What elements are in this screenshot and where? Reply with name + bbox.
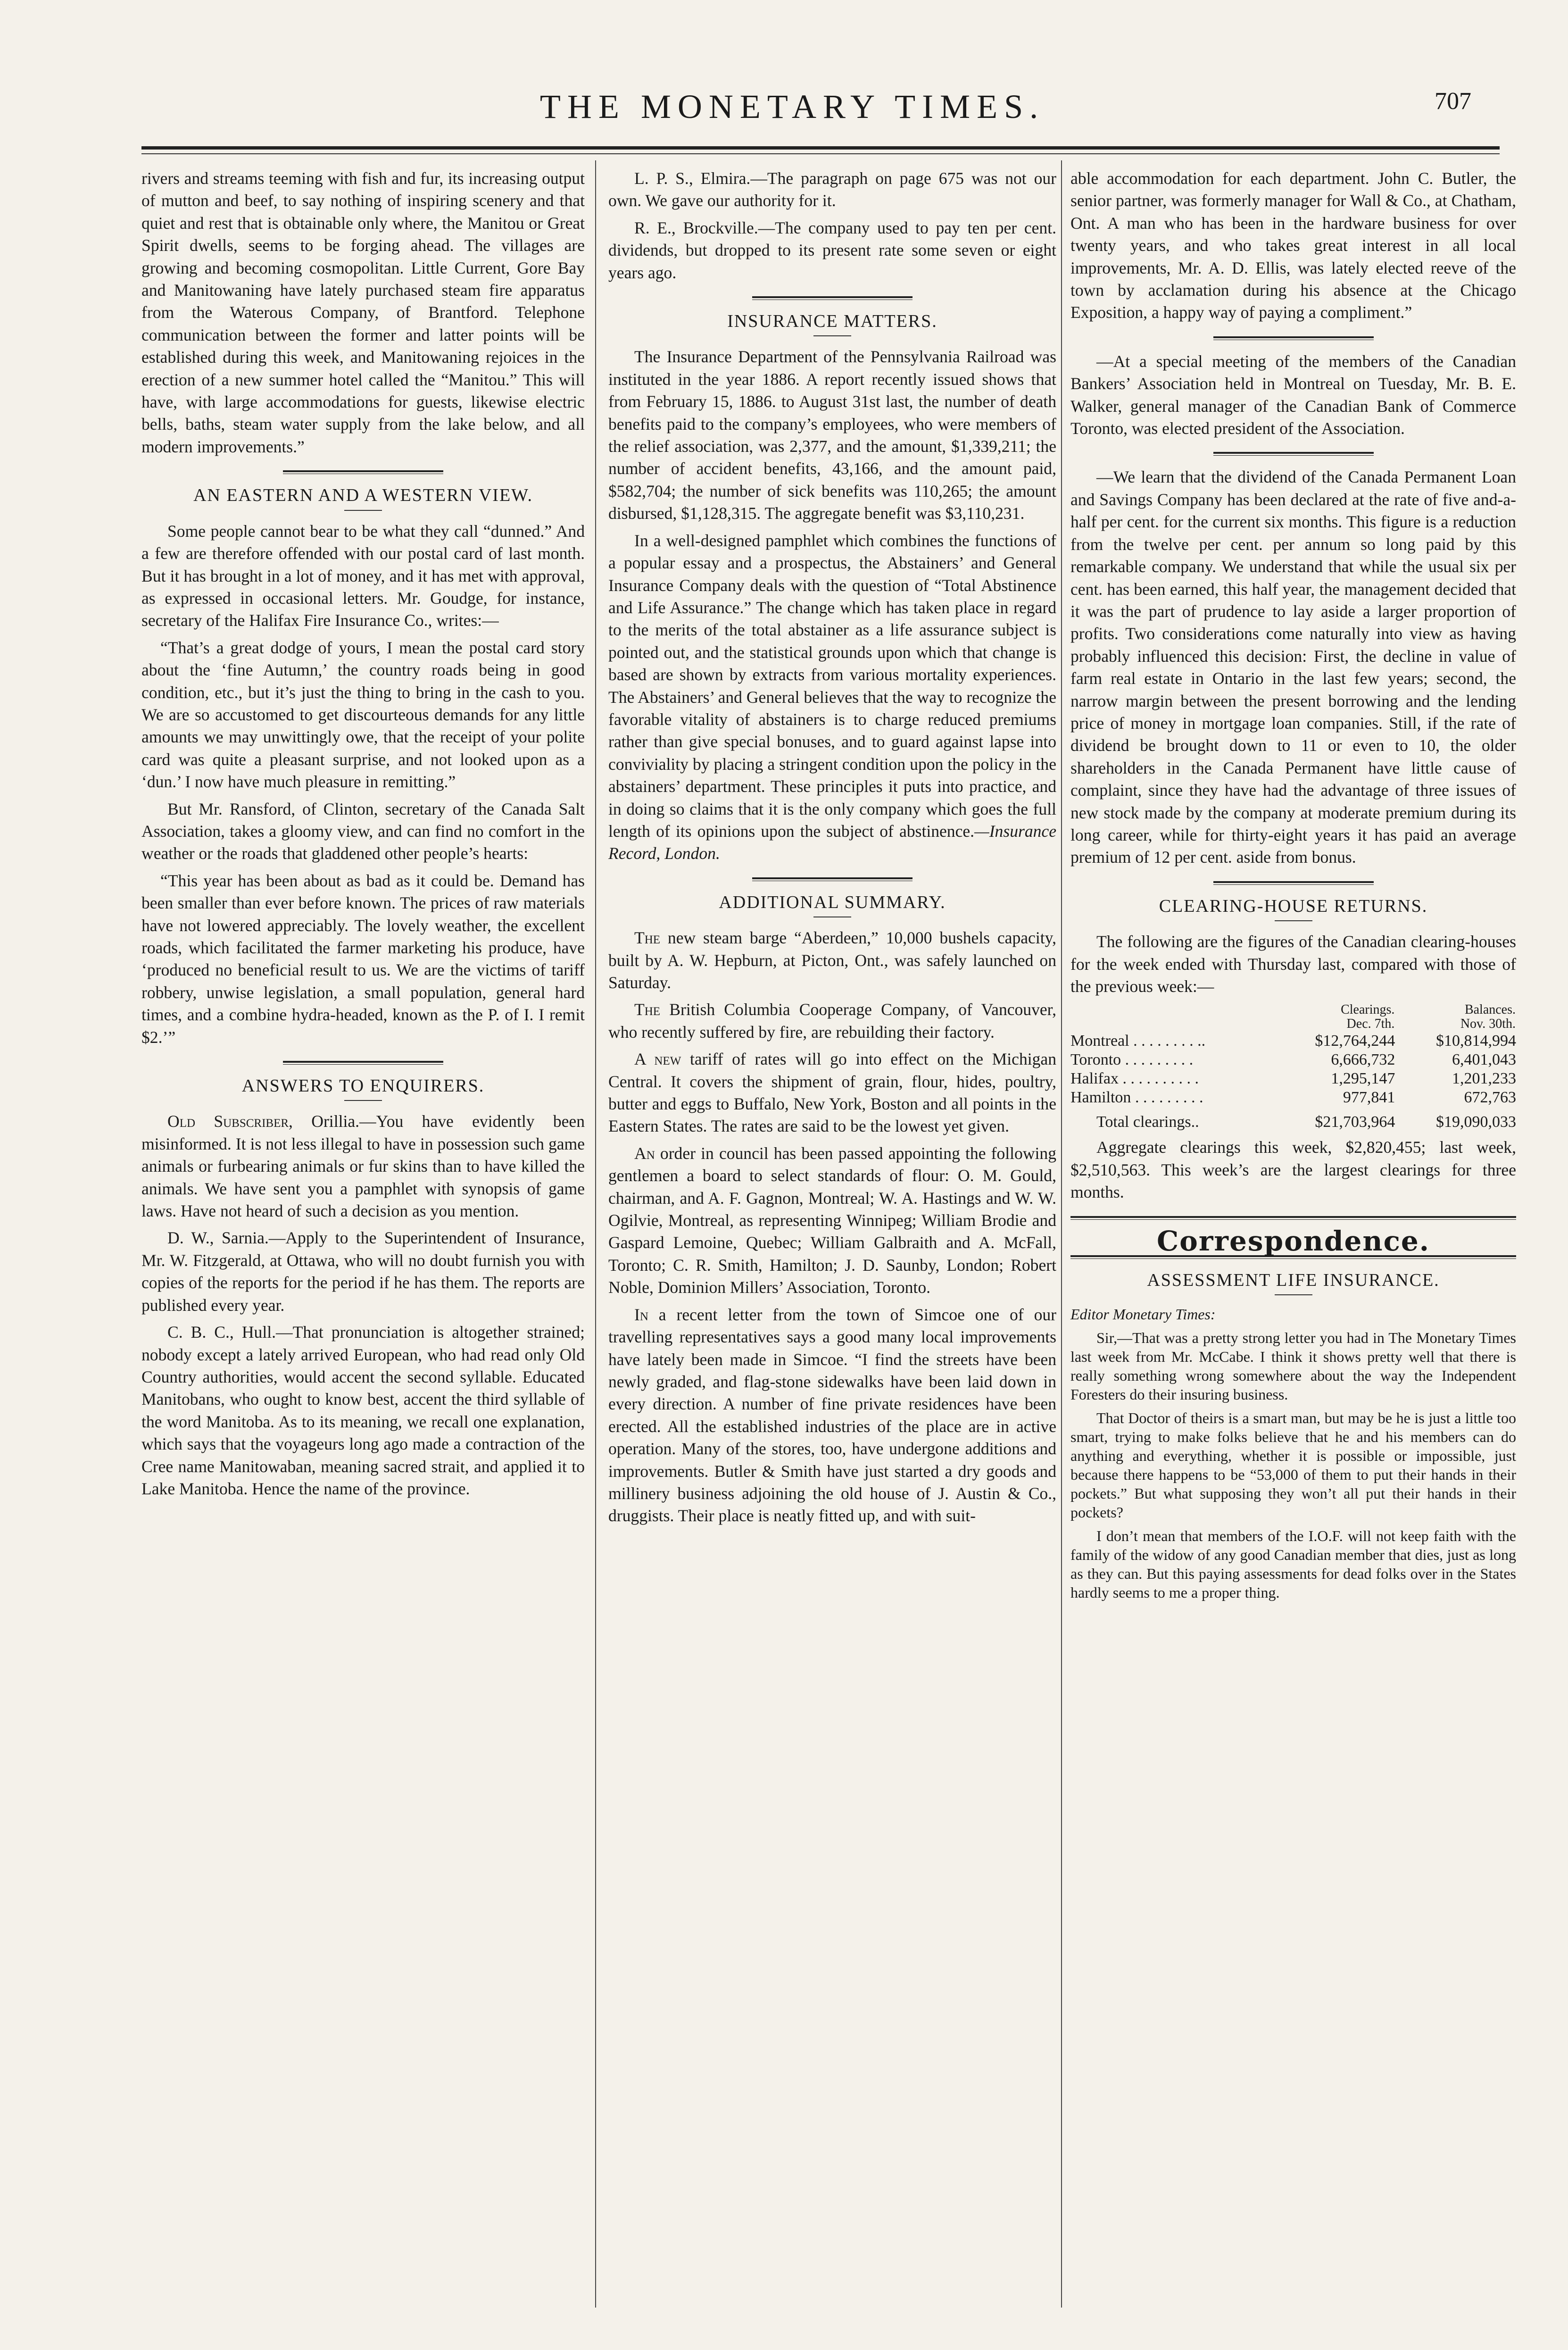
heading-rule — [1275, 920, 1312, 921]
clearing-table — [1070, 1002, 1516, 1132]
column-2 — [608, 167, 1056, 1532]
item-lead: The — [634, 1000, 661, 1019]
total-row — [1070, 1107, 1516, 1132]
balances-cell: $10,814,994 — [1436, 1032, 1516, 1050]
table-row — [1070, 1069, 1516, 1088]
item-text: tariff of rates will go into effect on the Michigan Central. It covers the shipment of grain, flour, hides, poultry, butter and eggs to Buffalo, New York, Boston and all points in the Eastern States. The rates are said to be the lowest yet given. — [608, 1050, 1057, 1136]
section-rule — [752, 877, 913, 881]
answer-lead: Old Subscriber, — [167, 1112, 293, 1131]
paragraph: Aggregate clearings this week, $2,820,455; last week, $2,510,563. This week’s are the largest clearings for three months. — [1070, 1138, 1516, 1202]
masthead — [141, 87, 1471, 139]
clearings-cell: 1,295,147 — [1331, 1070, 1395, 1088]
paragraph: Some people cannot bear to be what they call “dunned.” And a few are therefore offended with our postal card of last month. But it has brought in a lot of money, and it has met with approval, as expressed in occasional letters. Mr. Goudge, for instance, secretary of the Halifax Fire Insurance Co., writes:— — [141, 521, 585, 630]
paragraph — [608, 530, 1056, 865]
answer-paragraph: R. E., Brockville.—The company used to pay ten per cent. dividends, but dropped to its present rate some seven or eight years ago. — [608, 218, 1056, 282]
clearings-cell: 6,666,732 — [1331, 1051, 1395, 1069]
item-lead: In — [634, 1305, 648, 1324]
letter-paragraph: Sir,—That was a pretty strong letter you had in The Monetary Times last week from Mr. McCabe. I think it shows pretty well that there is really something wrong somewhere about the way the Independent Foresters do their insuring business. — [1070, 1329, 1516, 1403]
section-heading: AN EASTERN AND A WESTERN VIEW. — [193, 485, 533, 506]
clearings-cell: 977,841 — [1343, 1089, 1395, 1107]
paragraph: —We learn that the dividend of the Canada Permanent Loan and Savings Company has been declared at the rate of five and-a-half per cent. for the current six months. This figure is a reduction from the twelve per cent. per annum so long paid by this remarkable company. We understand that while the usual six per cent. has been earned, this half year, the management decided that it was the part of prudence to lay aside a larger proportion of profits. Two considerations come naturally into view as having probably influenced this decision: First, the decline in value of farm real estate in Ontario in the last few years; second, the narrow margin between the present borrowing and the lending price of money in mortgage loan companies. Still, if the rate of dividend be brought down to 11 or even to 10, the older shareholders in the Canada Permanent have little cause of complaint, since they have had the advantage of three issues of new stock made by the company at moderate premium during its long career, while for thirty-eight years it has paid an average premium of 12 per cent. aside from bonus. — [1070, 467, 1516, 867]
column-header: Clearings. Dec. 7th. — [1341, 1002, 1395, 1032]
quotation: “That’s a great dodge of yours, I mean the postal card story about the ‘fine Autumn,’ the country roads being in good condition, etc., but it’s just the thing to bring in the cash to you. We are so accustomed to get discourteous demands for any little amounts we may unwittingly owe, that the receipt of your polite card was quite a pleasant surprise, and not looked upon as a ‘dun.’ I now have much pleasure in remitting.” — [141, 638, 585, 792]
total-balances: $19,090,033 — [1436, 1113, 1516, 1131]
item-lead: The — [634, 928, 661, 948]
paragraph: But Mr. Ransford, of Clinton, secretary of the Canada Salt Association, takes a gloomy view, and can find no comfort in the weather or the roads that gladdened other people’s hearts: — [141, 799, 585, 863]
item-text: order in council has been passed appointing the following gentlemen a board to select standards of flour: O. M. Gould, chairman, and A. F. Gagnon, Montreal; W. A. Hastings and W. W. Ogilvie, Montreal, as representing Winnipeg; William Brodie and Gaspard Lemoine, Quebec; William Galbraith and A. McFall, Toronto; C. R. Smith, Hamilton; J. D. Saunby, London; Robert Noble, Dominion Millers’ Association, Toronto. — [608, 1143, 1056, 1297]
clearings-cell: $12,764,244 — [1315, 1032, 1395, 1050]
heading-rule — [344, 1100, 382, 1101]
heading-rule — [344, 510, 382, 511]
paragraph: able accommodation for each department. John C. Butler, the senior partner, was formerly manager for Wall & Co., at Chatham, Ont. A man who has been in the hardware business for over twenty years, and who takes great interest in all local improvements, Mr. A. D. Ellis, was lately elected reeve of the town by acclamation during his absence at the Chicago Exposition, a happy way of paying a compliment.” — [1070, 169, 1516, 322]
section-rule — [1213, 881, 1374, 885]
city-cell: Toronto . . . . . . . . . — [1070, 1051, 1194, 1069]
column-1 — [141, 167, 585, 1505]
balances-cell: 1,201,233 — [1452, 1070, 1516, 1088]
item-text: new steam barge “Aberdeen,” 10,000 bushels capacity, built by A. W. Hepburn, at Picton, Ont., was safely launched on Saturday. — [608, 928, 1056, 992]
summary-item — [608, 927, 1056, 994]
balances-cell: 672,763 — [1464, 1089, 1516, 1107]
paragraph: The following are the figures of the Canadian clearing-houses for the week ended with Thursday last, compared with those of the previous week:— — [1070, 932, 1516, 996]
page-number: 707 — [1435, 88, 1471, 115]
total-label: Total clearings.. — [1096, 1113, 1199, 1131]
section-rule — [1213, 336, 1374, 340]
answer-paragraph — [141, 1110, 585, 1222]
table-row — [1070, 1032, 1516, 1050]
section-heading: ADDITIONAL SUMMARY. — [719, 892, 946, 912]
header-rule — [141, 146, 1500, 150]
paragraph: —At a special meeting of the members of the Canadian Bankers’ Association held in Montreal on Tuesday, Mr. B. E. Walker, general manager of the Canadian Bank of Commerce Toronto, was elected president of the Association. — [1070, 351, 1516, 438]
item-lead: An — [634, 1143, 655, 1163]
item-text: a recent letter from the town of Simcoe one of our travelling representatives says a good many local improvements have lately been made in Simcoe. “I find the streets have been newly graded, and flag-stone sidewalks have been laid down in every direction. A number of fine private residences have been erected. All the established industries of the place are in active operation. Many of the stores, too, have undergone additions and improvements. Butler & Smith have just started a dry goods and millinery business adjoining the old house of J. Austin & Co., druggists. Their place is neatly fitted up, and with suit- — [608, 1305, 1056, 1525]
summary-item — [608, 1142, 1056, 1299]
answer-paragraph: D. W., Sarnia.—Apply to the Superintendent of Insurance, Mr. W. Fitzgerald, at Ottawa, who will no doubt furnish you with copies of the reports for the period if he has them. The reports are published every year. — [141, 1228, 585, 1315]
table-row — [1070, 1088, 1516, 1107]
section-heading: INSURANCE MATTERS. — [727, 311, 937, 332]
summary-item — [608, 1304, 1056, 1527]
section-heading: CLEARING-HOUSE RETURNS. — [1159, 896, 1428, 916]
section-rule — [1213, 452, 1374, 456]
letter-paragraph: I don’t mean that members of the I.O.F. will not keep faith with the family of the widow of any good Canadian member that dies, just as long as they can. But this paying assessments for dead folks over in the States hardly seems to me a proper thing. — [1070, 1527, 1516, 1601]
section-heading: ANSWERS TO ENQUIRERS. — [241, 1076, 485, 1096]
balances-cell: 6,401,043 — [1452, 1051, 1516, 1069]
paragraph-text: In a well-designed pamphlet which combines the functions of a popular essay and a prospectus, the Abstainers’ and General Insurance Company deals with the question of “Total Abstinence and Life Assurance.” The change which has taken place in regard to the merits of the total abstainer as a life assurance subject is pointed out, and the statistical grounds upon which that change is based are shown by extracts from various mortality experiences. The Abstainers’ and General believes that the way to recognize the favorable vitality of abstainers is to charge reduced premiums rather than give special bonuses, and to guard against lapse into conviviality by placing a stringent condition upon the policy in the abstainers’ department. These principles it puts into practice, and in doing so claims that it is the only company which goes the full length of its opinions upon the subject of abstinence. — [608, 531, 1056, 841]
heading-rule — [813, 335, 851, 336]
city-cell: Hamilton . . . . . . . . . — [1070, 1089, 1203, 1107]
section-rule — [283, 1061, 443, 1065]
city-cell: Halifax . . . . . . . . . . — [1070, 1070, 1199, 1088]
newspaper-title: THE MONETARY TIMES. — [539, 88, 1045, 125]
column-divider — [595, 160, 596, 2308]
answer-paragraph: L. P. S., Elmira.—The paragraph on page 675 was not our own. We gave our authority for it. — [608, 169, 1056, 210]
column-header: Balances. Nov. 30th. — [1460, 1002, 1516, 1032]
table-header-row — [1070, 1002, 1516, 1032]
table-row — [1070, 1050, 1516, 1069]
salutation: Editor Monetary Times: — [1070, 1306, 1216, 1323]
city-cell: Montreal . . . . . . . . .. — [1070, 1032, 1206, 1050]
section-rule — [1070, 1216, 1516, 1220]
paragraph: The Insurance Department of the Pennsylvania Railroad was instituted in the year 1886. A report recently issued shows that from February 15, 1886. to August 31st last, the number of death benefits paid to the company’s employees, who were members of the relief association, was 2,377, and the amount, $1,339,211; the number of accident benefits, 43,166, and the amount paid, $582,704; the number of sick benefits was 110,265; the amount disbursed, $1,128,315. The aggregate benefit was $3,110,231. — [608, 347, 1056, 523]
summary-item — [608, 999, 1056, 1043]
section-rule — [752, 296, 913, 300]
item-lead: A new — [634, 1050, 681, 1069]
letter-paragraph: That Doctor of theirs is a smart man, but may be he is just a little too smart, trying to make folks believe that he and his members can do anything and everything, whether it is possible or impossible, just because there happens to be “53,000 of them to put their hands in their pockets.” But what supposing they won’t all put their hands in their pockets? — [1070, 1409, 1516, 1521]
quotation: “This year has been about as bad as it could be. Demand has been smaller than ever before known. The prices of raw materials have not lowered appreciably. The lovely weather, the excellent roads, which facilitated the farmer marketing his produce, have ‘produced no beneficial result to us. We are the victims of tariff robbery, unwise legislation, a small population, general hard times, and a combine hydra-headed, known as the P. of I. I remit $2.’” — [141, 871, 585, 1047]
correspondence-title: Correspondence. — [1157, 1225, 1430, 1257]
column-3 — [1070, 167, 1516, 1607]
section-rule — [283, 470, 443, 474]
section-heading: ASSESSMENT LIFE INSURANCE. — [1147, 1270, 1440, 1291]
summary-item — [608, 1048, 1056, 1138]
answer-text: Orillia.—You have evidently been misinformed. It is not less illegal to have in possession such game animals or furbearing animals or fur skins than to have killed the animals. We have sent you a pamphlet with synopsis of game laws. Have not heard of such a decision as you mention. — [141, 1112, 585, 1221]
heading-rule — [1275, 1294, 1312, 1295]
item-text: British Columbia Cooperage Company, of Vancouver, who recently suffered by fire, are rebuilding their factory. — [608, 1000, 1056, 1042]
source-attribution: —Insurance Record, London. — [608, 821, 1056, 863]
paragraph: rivers and streams teeming with fish and fur, its increasing output of mutton and beef, to say nothing of inspiring scenery and that quiet and rest that is obtainable only where, the Manitou or Great Spirit dwells, seems to be forging ahead. The villages are growing and becoming cosmopolitan. Little Current, Gore Bay and Manitowaning have lately purchased steam fire apparatus from the Waterous Company, of Brantford. Telephone communication between the former and latter points will be established during this week, and Manitowaning rejoices in the erection of a new summer hotel called the “Manitou.” This will have, with large accommodations for guests, likewise electric bells, baths, steam water supply from the lake below, and all modern improvements.” — [141, 169, 585, 456]
answer-paragraph: C. B. C., Hull.—That pronunciation is altogether strained; nobody except a lately arrived European, who had read only Old Country authorities, would accent the second syllable. Educated Manitobans, who ought to know best, accent the third syllable of the word Manitoba. As to its meaning, we recall one explanation, which says that the voyageurs long ago made a contraction of the Cree name Manitowaban, meaning sacred strait, and applied it to Lake Manitoba. Hence the name of the province. — [141, 1323, 585, 1498]
header-rule-thin — [141, 153, 1500, 154]
column-divider — [1061, 160, 1062, 2308]
total-clearings: $21,703,964 — [1315, 1113, 1395, 1131]
